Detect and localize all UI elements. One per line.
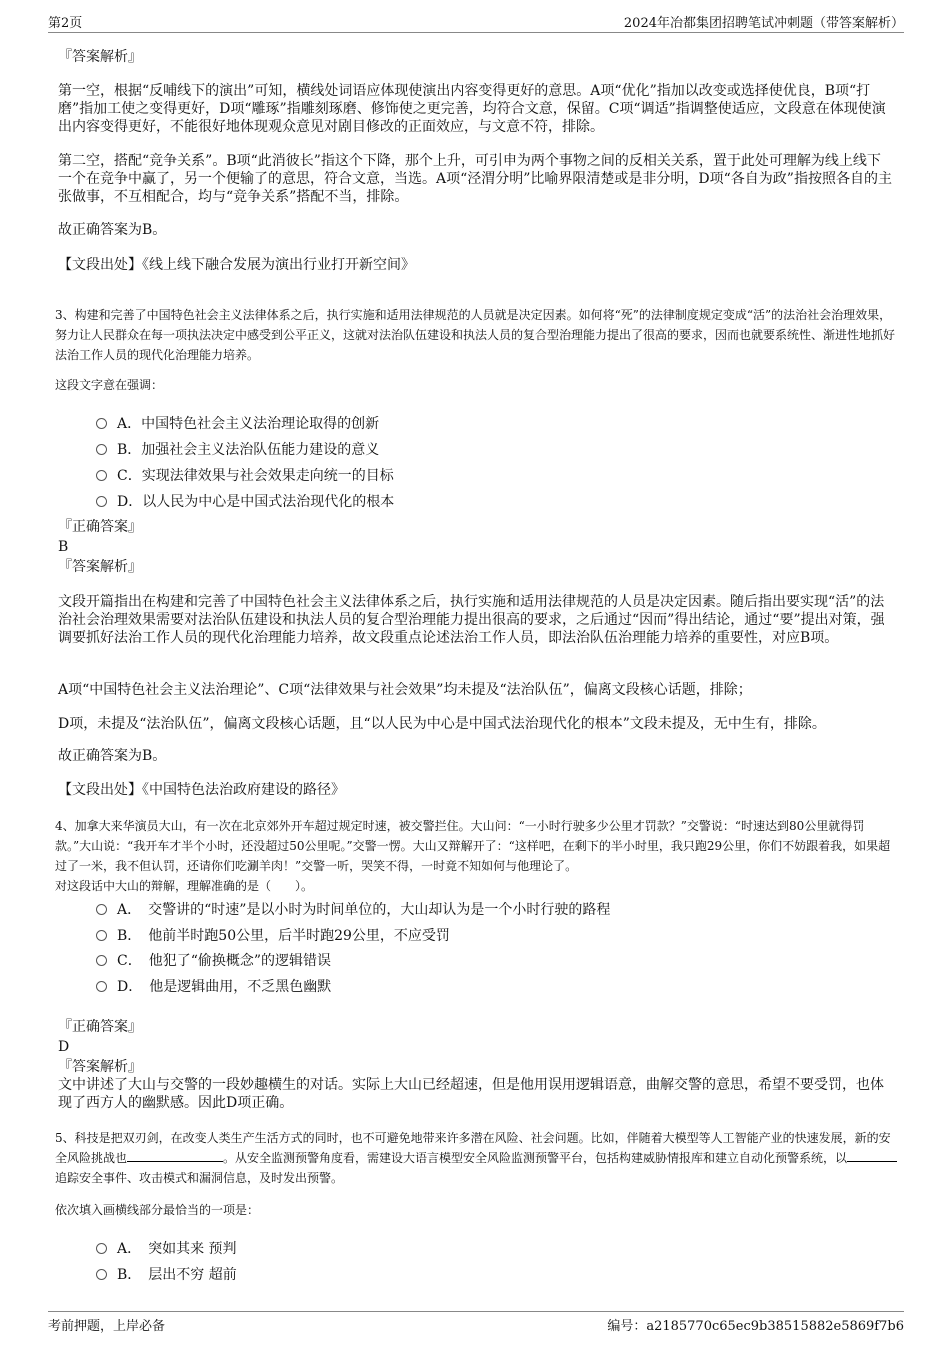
q5-prompt: 依次填入画横线部分最恰当的一项是： [55, 1203, 260, 1217]
q2-analysis-label: 『答案解析』 [58, 49, 142, 65]
radio-icon[interactable] [96, 444, 107, 455]
q4-option-d[interactable]: D． 他是逻辑曲用，不乏黑色幽默 [96, 976, 331, 996]
q3-option-b[interactable]: B．加强社会主义法治队伍能力建设的意义 [96, 439, 379, 459]
q2-analysis-p2: 第二空，搭配“竞争关系”。B项“此消彼长”指这个下降，那个上升，可引申为两个事物之间的反相关关系，置于此处可理解为线上线下一个在竞争中赢了，另一个便输了的意思，符合文意，当选。A项“泾渭分明”比喻界限清楚或是非分明，D项“各自为政”指按照各自的主张做事，不互相配合，均与“竞争关系”搭配不当，排除。 [58, 153, 892, 205]
q3-option-c[interactable]: C．实现法律效果与社会效果走向统一的目标 [96, 465, 394, 485]
q4-option-a[interactable]: A． 交警讲的“时速”是以小时为时间单位的，大山却认为是一个小时行驶的路程 [96, 899, 610, 919]
q2-analysis-p1: 第一空，根据“反哺线下的演出”可知，横线处词语应体现使演出内容变得更好的意思。A项“优化”指加以改变或选择使优良，B项“打磨”指加工使之变得更好，D项“雕琢”指雕刻琢磨、修饰使之更完善，均符合文意，保留。C项“调适”指调整使适应，文段意在体现使演出内容变得更好，不能很好地体现观众意见对剧目修改的正面效应，与文意不符，排除。 [58, 83, 886, 135]
q4-answer-label: 『正确答案』 [58, 1019, 142, 1035]
q3-answer-label: 『正确答案』 [58, 519, 142, 535]
radio-icon[interactable] [96, 981, 107, 992]
q3-source: 【文段出处】《中国特色法治政府建设的路径》 [58, 782, 345, 798]
radio-icon[interactable] [96, 955, 107, 966]
q4-question-text: 4、加拿大来华演员大山，有一次在北京郊外开车超过规定时速，被交警拦住。大山问：“一小时行驶多少公里才罚款？”交警说：“时速达到80公里就得罚款。”大山说：“我开车才半个小时，还没超过50公里呢。”交警一愣。大山又辩解开了：“这样吧，在剩下的半小时里，我只跑29公里，你们不妨跟着我，如果超过了一米，我不但认罚，还请你们吃涮羊肉！”交警一听，哭笑不得，一时竟不知如何与他理论了。 [55, 819, 891, 873]
page-header [48, 10, 904, 33]
q4-analysis-label: 『答案解析』 [58, 1059, 142, 1075]
q5-option-a[interactable]: A． 突如其来 预判 [96, 1238, 237, 1258]
q4-analysis-p1: 文中讲述了大山与交警的一段妙趣横生的对话。实际上大山已经超速，但是他用误用逻辑语意，曲解交警的意思，希望不要受罚，也体现了西方人的幽默感。因此D项正确。 [58, 1077, 884, 1111]
radio-icon[interactable] [96, 470, 107, 481]
fill-blank [847, 1149, 897, 1162]
page-footer [48, 1311, 904, 1340]
document-code: 编号：a2185770c65ec9b38515882e5869f7b6 [607, 1319, 904, 1334]
q3-analysis-p4: 故正确答案为B。 [58, 748, 167, 764]
q5-option-b[interactable]: B． 层出不穷 超前 [96, 1264, 237, 1284]
q5-question-text: 5、科技是把双刃剑，在改变人类生产生活方式的同时，也不可避免地带来许多潜在风险、社会问题。比如，伴随着大模型等人工智能产业的快速发展，新的安全风险挑战也 。从安全监测预警角度看，需建设大语言模型安全风险监测预警平台，包括构建威胁情报库和建立自动化预警系统，以追踪安全事件、攻击模式和漏洞信息，及时发出预警。 [55, 1128, 900, 1188]
radio-icon[interactable] [96, 418, 107, 429]
document-title: 2024年冶都集团招聘笔试冲刺题（带答案解析） [623, 16, 904, 31]
q4-option-b[interactable]: B． 他前半时跑50公里，后半时跑29公里，不应受罚 [96, 925, 450, 945]
q3-analysis-p3: D项，未提及“法治队伍”，偏离文段核心话题，且“以人民为中心是中国式法治现代化的根本”文段未提及，无中生有，排除。 [58, 716, 826, 732]
q3-option-d[interactable]: D．以人民为中心是中国式法治现代化的根本 [96, 491, 394, 511]
q3-answer: B [58, 539, 69, 555]
radio-icon[interactable] [96, 930, 107, 941]
footer-slogan: 考前押题，上岸必备 [48, 1319, 166, 1334]
q2-source: 【文段出处】《线上线下融合发展为演出行业打开新空间》 [58, 257, 415, 273]
q3-prompt: 这段文字意在强调： [55, 378, 164, 392]
radio-icon[interactable] [96, 1243, 107, 1254]
radio-icon[interactable] [96, 904, 107, 915]
q3-analysis-p2: A项“中国特色社会主义法治理论”、C项“法律效果与社会效果”均未提及“法治队伍”，偏离文段核心话题，排除； [58, 682, 752, 698]
q2-analysis-p3: 故正确答案为B。 [58, 222, 167, 238]
radio-icon[interactable] [96, 1269, 107, 1280]
q4-answer: D [58, 1039, 70, 1055]
q4-prompt: 对这段话中大山的辩解，理解准确的是（ ）。 [55, 879, 314, 893]
q4-option-c[interactable]: C． 他犯了“偷换概念”的逻辑错误 [96, 950, 331, 970]
q3-question-text: 3、构建和完善了中国特色社会主义法律体系之后，执行实施和适用法律规范的人员就是决定因素。如何将“死”的法律制度规定变成“活”的法治社会治理效果，努力让人民群众在每一项执法决定中感受到公平正义，这就对法治队伍建设和执法人员的复合型治理能力提出了很高的要求，因而也就要系统性、渐进性地抓好法治工作人员的现代化治理能力培养。 [55, 308, 896, 362]
q3-analysis-label: 『答案解析』 [58, 559, 142, 575]
page-number: 第2页 [48, 16, 83, 31]
fill-blank [127, 1149, 223, 1162]
q3-analysis-p1: 文段开篇指出在构建和完善了中国特色社会主义法律体系之后，执行实施和适用法律规范的人员是决定因素。随后指出要实现“活”的法治社会治理效果需要对法治队伍建设和执法人员的复合型治理能力提出很高的要求，之后通过“因而”得出结论，通过“要”提出对策，强调要抓好法治工作人员的现代化治理能力培养，故文段重点论述法治工作人员，即法治队伍治理能力培养的重要性，对应B项。 [58, 594, 885, 646]
radio-icon[interactable] [96, 496, 107, 507]
q3-option-a[interactable]: A．中国特色社会主义法治理论取得的创新 [96, 413, 379, 433]
